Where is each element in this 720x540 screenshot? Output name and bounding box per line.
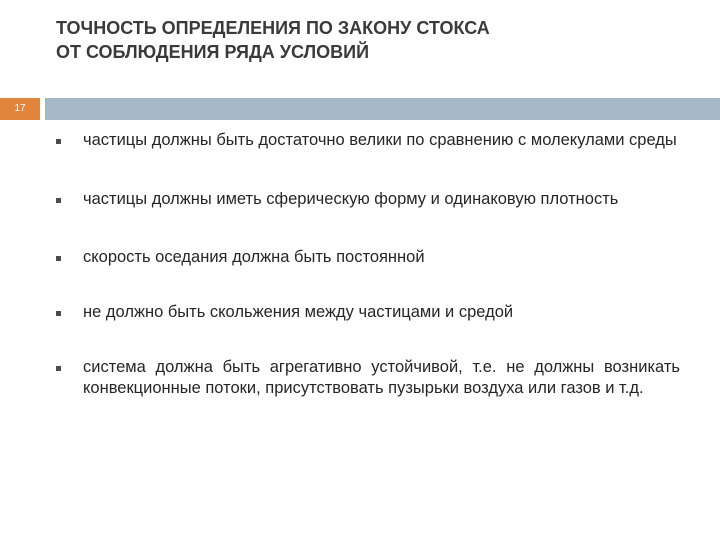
bullet-item [56, 189, 680, 210]
slide-number: 17 [0, 98, 40, 120]
square-bullet-icon [56, 366, 61, 371]
square-bullet-icon [56, 198, 61, 203]
bullet-text: частицы должны иметь сферическую форму и одинаковую плотность [83, 190, 619, 208]
bullet-item [56, 357, 680, 399]
square-bullet-icon [56, 256, 61, 261]
bullet-text: частицы должны быть достаточно велики по сравнению с молекулами среды [83, 131, 677, 149]
bullet-text: скорость оседания должна быть постоянной [83, 248, 425, 266]
bullet-list [56, 128, 680, 399]
bullet-item [56, 130, 680, 151]
slide-title-line-2: ОТ СОБЛЮДЕНИЯ РЯДА УСЛОВИЙ [56, 42, 370, 62]
bullet-text: система должна быть агрегативно устойчивой, т.е. не должны возникать конвекционные потоки, присутствовать пузырьки воздуха или газов и т.д. [83, 358, 680, 397]
bullet-text: не должно быть скольжения между частицами и средой [83, 303, 514, 321]
bullet-item [56, 302, 680, 323]
header-bar [45, 98, 720, 120]
slide-title-line-1: ТОЧНОСТЬ ОПРЕДЕЛЕНИЯ ПО ЗАКОНУ СТОКСА [56, 18, 490, 38]
bullet-item [56, 247, 680, 268]
slide-title [56, 16, 676, 64]
square-bullet-icon [56, 311, 61, 316]
square-bullet-icon [56, 139, 61, 144]
